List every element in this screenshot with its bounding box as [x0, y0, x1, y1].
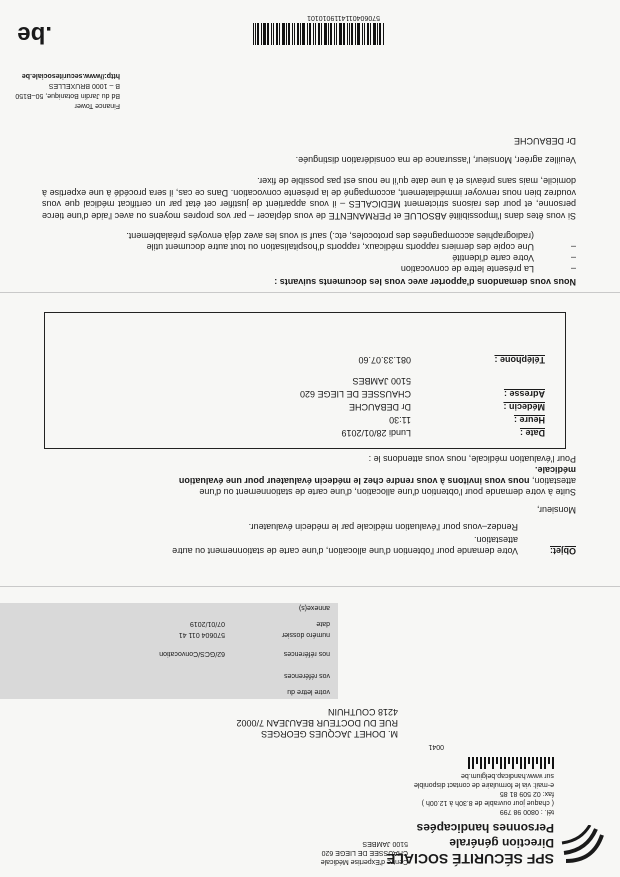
document-item: Votre carte d'identité: [452, 253, 534, 263]
fold-line-upper: [0, 586, 620, 587]
footer-website: http://www.securitesociale.be: [21, 72, 120, 79]
fold-line-lower: [0, 292, 620, 293]
contact-tel: tél. : 0800 98 799: [499, 808, 554, 815]
salutation: Monsieur,: [536, 505, 576, 515]
date-label: Date :: [519, 428, 545, 438]
document-item: (radiographies accompagnées des protocoles, etc.) sauf si vous les avez déjà envoyés préalablement.: [126, 231, 534, 241]
closing-greeting: Veuillez agréer, Monsieur, l'assurance de ma considération distinguée.: [295, 155, 576, 165]
ref-label: numéro dossier: [281, 631, 330, 638]
time-label: Heure :: [513, 415, 545, 425]
subject-line: attestation.: [473, 535, 518, 545]
recipient-city: 4218 COUTHUIN: [327, 707, 398, 717]
signature-name: Dr DEBAUCHE: [513, 136, 576, 146]
ref-label: vos références: [284, 672, 330, 679]
recipient-name: M. DOHET JACQUES GEORGES: [261, 729, 398, 739]
subject-line: Votre demande pour l'obtention d'une allocation, d'une carte de stationnement ou autre: [172, 546, 518, 556]
contact-hours: ( chaque jour ouvrable de 8.30h à 12.00h ): [421, 799, 554, 806]
subject-label: Objet:: [550, 546, 576, 556]
ref-value: 62/GCS/Convocation: [159, 650, 225, 657]
contact-email: e-mail: via le formulaire de contact disponible: [413, 781, 554, 788]
footer-address: Finance Tower: [74, 102, 120, 109]
org-direction: Direction générale: [449, 836, 554, 850]
phone-value: 081.33.07.60: [358, 355, 411, 365]
doctor-label: Médecin :: [503, 402, 545, 412]
address-value: CHAUSSEE DE LIEGE 620: [299, 389, 411, 399]
barcode-number: 5706040114119010101: [307, 14, 380, 21]
intro-invitation: nous vous invitons à vous rendre chez le médecin évaluateur pour une évaluation: [178, 476, 532, 486]
document-barcode: [251, 23, 384, 45]
org-name: SPF SÉCURITÉ SOCIALE: [385, 851, 554, 867]
intro-line: médicale.: [534, 465, 576, 475]
appointment-box: [44, 312, 566, 449]
ref-label: annexe(s): [298, 604, 330, 611]
recipient-street: RUE DU DOCTEUR BEAUJEAN 7/0002: [236, 718, 398, 728]
footer-address: B – 1000 BRUXELLES: [48, 82, 120, 89]
phone-label: Téléphone :: [494, 355, 545, 365]
date-value: Lundi 28/01/2019: [341, 428, 411, 438]
time-value: 11:30: [389, 415, 411, 425]
ref-label: votre lettre du: [287, 688, 330, 695]
bullet-dash: –: [570, 242, 576, 252]
doctor-value: Dr DEBAUCHE: [348, 402, 411, 412]
recipient-code: 0041: [428, 743, 444, 750]
document-item: La présente lettre de convocation: [400, 264, 534, 274]
ref-value: 570604 011 41: [178, 631, 225, 638]
closing-paragraph: Si vous êtes dans l'impossibilité ABSOLUE et PERMANENTE de vous déplacer – par vos propres moyens ou avec l'aide d'une tierce personne, et pour des raisons strictement MEDICALES – il vous appartient de justifier cet état par un certificat médical que vous voudrez bien nous renvoyer immédiatement, accompagné de la présente convocation. Dans ce cas, il sera procédé à une expertise à domicile, mais sans préavis et à une date qu'il ne nous est pas possible de fixer.: [42, 176, 576, 221]
bullet-dash: –: [570, 253, 576, 263]
documents-title: Nous vous demandons d'apporter avec vous les documents suivants :: [274, 277, 576, 287]
center-city: 5100 JAMBES: [362, 840, 408, 847]
intro-text: attestation,: [531, 476, 576, 486]
org-department: Personnes handicapées: [416, 821, 554, 835]
address-value: 5100 JAMBES: [352, 376, 411, 386]
center-street: CHAUSSEE DE LIEGE 620: [321, 849, 408, 856]
intro-line: Pour l'évaluation médicale, nous vous attendons le :: [368, 454, 576, 464]
contact-fax: fax: 02 509 81 85: [499, 790, 554, 797]
ref-value: 07/01/2019: [189, 620, 225, 627]
contact-website: sur www.handicap.belgium.be: [461, 772, 554, 779]
bullet-dash: –: [570, 264, 576, 274]
center-name: Centre d'Expertise Médicale: [320, 858, 408, 865]
document-item: Une copie des derniers rapports médicaux, rapports d'hospitalisation ou tout autre document utile: [146, 242, 534, 252]
ref-label: nos références: [283, 650, 330, 657]
ref-label: date: [316, 620, 330, 627]
ministry-logo-icon: [560, 825, 606, 865]
be-logo: .be: [17, 21, 52, 48]
postal-barcode: [466, 757, 554, 769]
footer-address: Bd du Jardin Botanique, 50–B150: [15, 92, 120, 99]
subject-line: Rendez–vous pour l'évaluation médicale par le médecin évaluateur.: [248, 522, 518, 532]
intro-line: [179, 475, 576, 486]
address-label: Adresse :: [503, 389, 545, 399]
intro-line: Suite à votre demande pour l'obtention d'une allocation, d'une carte de stationnement ou d'une: [199, 487, 576, 497]
